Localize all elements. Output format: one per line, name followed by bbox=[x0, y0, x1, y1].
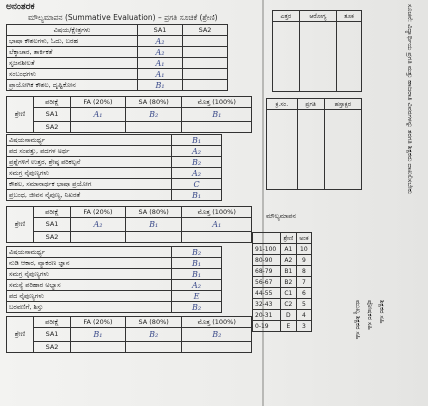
list-item bbox=[7, 247, 222, 258]
list-item bbox=[7, 146, 222, 157]
page-subtitle: ಮೌಲ್ಯಮಾಪನ (Summative Evaluation) – ಪ್ರಗತಿ ಸೂಚಿಕೆ (ಶ್ರೇಣಿ) bbox=[28, 13, 218, 22]
grade-point: 8 bbox=[296, 266, 311, 277]
row-sa2-label: SA2 bbox=[34, 232, 71, 243]
score-range: 56-67 bbox=[253, 277, 281, 288]
total-grade: B₂ bbox=[182, 328, 252, 342]
subject-area-table bbox=[6, 24, 228, 91]
table-row bbox=[253, 255, 312, 266]
row-label: ಸೃಜನಶೀಲತೆ bbox=[7, 58, 138, 69]
grade-point: 4 bbox=[296, 310, 311, 321]
skill-label: ವಿಷಯಸಾಮರ್ಥ್ಯ bbox=[7, 135, 172, 146]
grade: C2 bbox=[281, 299, 297, 310]
sa-grade bbox=[125, 342, 182, 353]
skill-label: ಸಮಗ್ರ ನೈಪುಣ್ಯಗಳು bbox=[7, 168, 172, 179]
skill-label: ಪ್ರಶ್ನೆಗಳಿಗೆ ಉತ್ತರ, ಶ್ರೇಷ್ಠ ಪರಿಕಲ್ಪನೆ bbox=[7, 157, 172, 168]
parent-signature-label: ಪೋಷಕರ ಸಹಿ bbox=[366, 300, 374, 330]
list-item bbox=[7, 168, 222, 179]
progress-table bbox=[266, 98, 362, 190]
grade-point: 9 bbox=[296, 255, 311, 266]
col-header-exam: ಪರೀಕ್ಷೆ bbox=[34, 317, 71, 328]
grade: C1 bbox=[281, 288, 297, 299]
skills-list-1 bbox=[6, 134, 222, 201]
grade-point: 7 bbox=[296, 277, 311, 288]
fa-grade: A₂ bbox=[71, 218, 126, 232]
skill-label: ವಿಷಯಸಾಮರ್ಥ್ಯ bbox=[7, 247, 172, 258]
skill-grade: B₂ bbox=[172, 247, 222, 258]
grade-point: 3 bbox=[296, 321, 311, 332]
grade-block-2 bbox=[6, 206, 252, 243]
table-row bbox=[253, 299, 312, 310]
col-header-sa: SA (80%) bbox=[125, 207, 182, 218]
fa-grade: A₁ bbox=[71, 108, 126, 122]
grade-scale-table bbox=[252, 232, 312, 332]
list-item bbox=[7, 190, 222, 201]
sa2-value bbox=[183, 80, 228, 91]
serial-header: ಕ್ರ.ಸಂ. bbox=[267, 99, 298, 110]
list-item bbox=[7, 135, 222, 146]
row-label: ಪ್ರಾಯೋಗಿಕ ಕೌಶಲ, ದೃಷ್ಟಿಕೋನ bbox=[7, 80, 138, 91]
fa-grade bbox=[71, 232, 126, 243]
sa-grade: B₂ bbox=[125, 328, 182, 342]
health-header-table bbox=[272, 10, 362, 92]
grade-scale-title: ಮೌಲ್ಯಮಾಪನ bbox=[266, 212, 296, 220]
row-sa1-label: SA1 bbox=[34, 218, 71, 232]
sa2-value bbox=[183, 58, 228, 69]
list-item bbox=[7, 179, 222, 190]
total-grade bbox=[182, 342, 252, 353]
skill-grade: A₂ bbox=[172, 280, 222, 291]
grade-label: ಶ್ರೇಣಿ bbox=[7, 207, 34, 243]
grade-point: 10 bbox=[296, 244, 311, 255]
sa2-value bbox=[183, 36, 228, 47]
row-label: ಲೆಕ್ಕಾಚಾರ, ತಾರ್ಕಿಕತೆ bbox=[7, 47, 138, 58]
grade: E bbox=[281, 321, 297, 332]
skill-label: ಬರವಣಿಗೆ, ಶಿಸ್ತು bbox=[7, 302, 172, 313]
score-range: 68-79 bbox=[253, 266, 281, 277]
table-row bbox=[7, 47, 228, 58]
list-item bbox=[7, 258, 222, 269]
skill-label: ಪ್ರಬಂಧ, ಜೀವನ ನೈಪುಣ್ಯ, ನಿಖರತೆ bbox=[7, 190, 172, 201]
row-sa2-label: SA2 bbox=[34, 122, 71, 133]
sa2-value bbox=[183, 69, 228, 80]
skill-grade: B₁ bbox=[172, 269, 222, 280]
skill-label: ಕೌಶಲ, ಸಮಾನಾರ್ಥಕ ಭಾಷಾ ಪ್ರಯೋಗ bbox=[7, 179, 172, 190]
grade: A2 bbox=[281, 255, 297, 266]
sa1-value: A₂ bbox=[138, 47, 183, 58]
health-header: ಆರೋಗ್ಯ bbox=[299, 11, 336, 22]
page-fold bbox=[262, 0, 264, 406]
sa-grade: B₁ bbox=[125, 218, 182, 232]
table-row bbox=[7, 80, 228, 91]
list-item bbox=[7, 157, 222, 168]
col-header-total: ಮೊತ್ತ (100%) bbox=[182, 97, 252, 108]
col-header-fa: FA (20%) bbox=[71, 207, 126, 218]
grade-col-header: ಶ್ರೇಣಿ bbox=[281, 233, 297, 244]
sa2-value bbox=[183, 47, 228, 58]
score-range: 91-100 bbox=[253, 244, 281, 255]
grade: A1 bbox=[281, 244, 297, 255]
skill-grade: A₂ bbox=[172, 168, 222, 179]
table-row bbox=[253, 288, 312, 299]
sa-grade bbox=[125, 232, 182, 243]
sa1-value: A₂ bbox=[138, 36, 183, 47]
grade-point: 6 bbox=[296, 288, 311, 299]
table-row bbox=[253, 266, 312, 277]
col-header-area: ವಿಷಯ/ಕ್ಷೇತ್ರಗಳು bbox=[7, 25, 138, 36]
signature-header: ಹಸ್ತಾಕ್ಷರ bbox=[324, 99, 361, 110]
score-range: 80-90 bbox=[253, 255, 281, 266]
progress-header: ಪ್ರಗತಿ bbox=[297, 99, 324, 110]
grade: D bbox=[281, 310, 297, 321]
sa1-value: A₁ bbox=[138, 58, 183, 69]
table-row bbox=[253, 277, 312, 288]
col-header-sa2: SA2 bbox=[183, 25, 228, 36]
table-row bbox=[253, 321, 312, 332]
height-header: ಎತ್ತರ bbox=[273, 11, 300, 22]
grade-point: 5 bbox=[296, 299, 311, 310]
fa-grade: B₁ bbox=[71, 328, 126, 342]
page-heading: ಅನಂತರಕ bbox=[6, 2, 35, 12]
row-sa1-label: SA1 bbox=[34, 328, 71, 342]
grade-block-3 bbox=[6, 316, 252, 353]
sa1-value: A₁ bbox=[138, 69, 183, 80]
col-header-sa: SA (80%) bbox=[125, 97, 182, 108]
skill-label: ನುಡಿ ಆಕಾರ, ವ್ಯಾಕರಣ ಜ್ಞಾನ bbox=[7, 258, 172, 269]
list-item bbox=[7, 302, 222, 313]
table-row bbox=[7, 58, 228, 69]
skill-label: ಪದ ಸಂಪತ್ತು, ಪದಗಳ ಅರ್ಥ bbox=[7, 146, 172, 157]
row-label: ಸಂಬಂಧಗಳು bbox=[7, 69, 138, 80]
table-row bbox=[7, 69, 228, 80]
grade: B2 bbox=[281, 277, 297, 288]
grade-label: ಶ್ರೇಣಿ bbox=[7, 97, 34, 133]
grade-label: ಶ್ರೇಣಿ bbox=[7, 317, 34, 353]
grade-block-1 bbox=[6, 96, 252, 133]
col-header-fa: FA (20%) bbox=[71, 97, 126, 108]
list-item bbox=[7, 269, 222, 280]
skills-list-2 bbox=[6, 246, 222, 313]
skill-label: ಸಮಸ್ಯೆ ಪರಿಹಾರ ಅಭ್ಯಾಸ bbox=[7, 280, 172, 291]
skill-grade: B₂ bbox=[172, 157, 222, 168]
fa-grade bbox=[71, 342, 126, 353]
sa-grade: B₂ bbox=[125, 108, 182, 122]
fa-grade bbox=[71, 122, 126, 133]
skill-grade: E bbox=[172, 291, 222, 302]
row-label: ಭಾಷಾ ಕೌಶಲಗಳು, ಓದು, ಬರಹ bbox=[7, 36, 138, 47]
skill-label: ಪದ ನೈಪುಣ್ಯಗಳು bbox=[7, 291, 172, 302]
weight-header: ತೂಕ bbox=[337, 11, 362, 22]
score-range: 44-55 bbox=[253, 288, 281, 299]
grade: B1 bbox=[281, 266, 297, 277]
sa-grade bbox=[125, 122, 182, 133]
score-range: 20-31 bbox=[253, 310, 281, 321]
table-row bbox=[253, 244, 312, 255]
skill-grade: B₁ bbox=[172, 190, 222, 201]
skill-grade: B₂ bbox=[172, 302, 222, 313]
col-header-exam: ಪರೀಕ್ಷೆ bbox=[34, 97, 71, 108]
score-range: 32-43 bbox=[253, 299, 281, 310]
sa1-value: B₁ bbox=[138, 80, 183, 91]
col-header-sa: SA (80%) bbox=[125, 317, 182, 328]
skill-grade: C bbox=[172, 179, 222, 190]
col-header-total: ಮೊತ್ತ (100%) bbox=[182, 317, 252, 328]
skill-label: ಸಮಗ್ರ ನೈಪುಣ್ಯಗಳು bbox=[7, 269, 172, 280]
score-range: 0-19 bbox=[253, 321, 281, 332]
total-grade: B₁ bbox=[182, 108, 252, 122]
vertical-instructions: ಸೂಚನೆ: ವಿದ್ಯಾರ್ಥಿಯ ಪ್ರಗತಿ ಮತ್ತು ಹಾಜರಾತಿ ವಿವರಗಳನ್ನು ತರಗತಿ ಶಿಕ್ಷಕರು ದಾಖಲಿಸಬೇಕು bbox=[406, 4, 414, 194]
row-sa1-label: SA1 bbox=[34, 108, 71, 122]
total-grade: A₁ bbox=[182, 218, 252, 232]
skill-grade: B₁ bbox=[172, 135, 222, 146]
headmaster-signature-label: ಮುಖ್ಯ ಶಿಕ್ಷಕರ ಸಹಿ bbox=[354, 300, 362, 340]
total-grade bbox=[182, 232, 252, 243]
skill-grade: B₁ bbox=[172, 258, 222, 269]
list-item bbox=[7, 291, 222, 302]
table-row bbox=[253, 310, 312, 321]
table-row bbox=[7, 36, 228, 47]
total-grade bbox=[182, 122, 252, 133]
points-col-header: ಅಂಕ bbox=[296, 233, 311, 244]
skill-grade: A₂ bbox=[172, 146, 222, 157]
teacher-signature-label: ಶಿಕ್ಷಕರ ಸಹಿ bbox=[378, 300, 386, 324]
col-header-fa: FA (20%) bbox=[71, 317, 126, 328]
row-sa2-label: SA2 bbox=[34, 342, 71, 353]
col-header-sa1: SA1 bbox=[138, 25, 183, 36]
col-header-exam: ಪರೀಕ್ಷೆ bbox=[34, 207, 71, 218]
list-item bbox=[7, 280, 222, 291]
col-header-total: ಮೊತ್ತ (100%) bbox=[182, 207, 252, 218]
